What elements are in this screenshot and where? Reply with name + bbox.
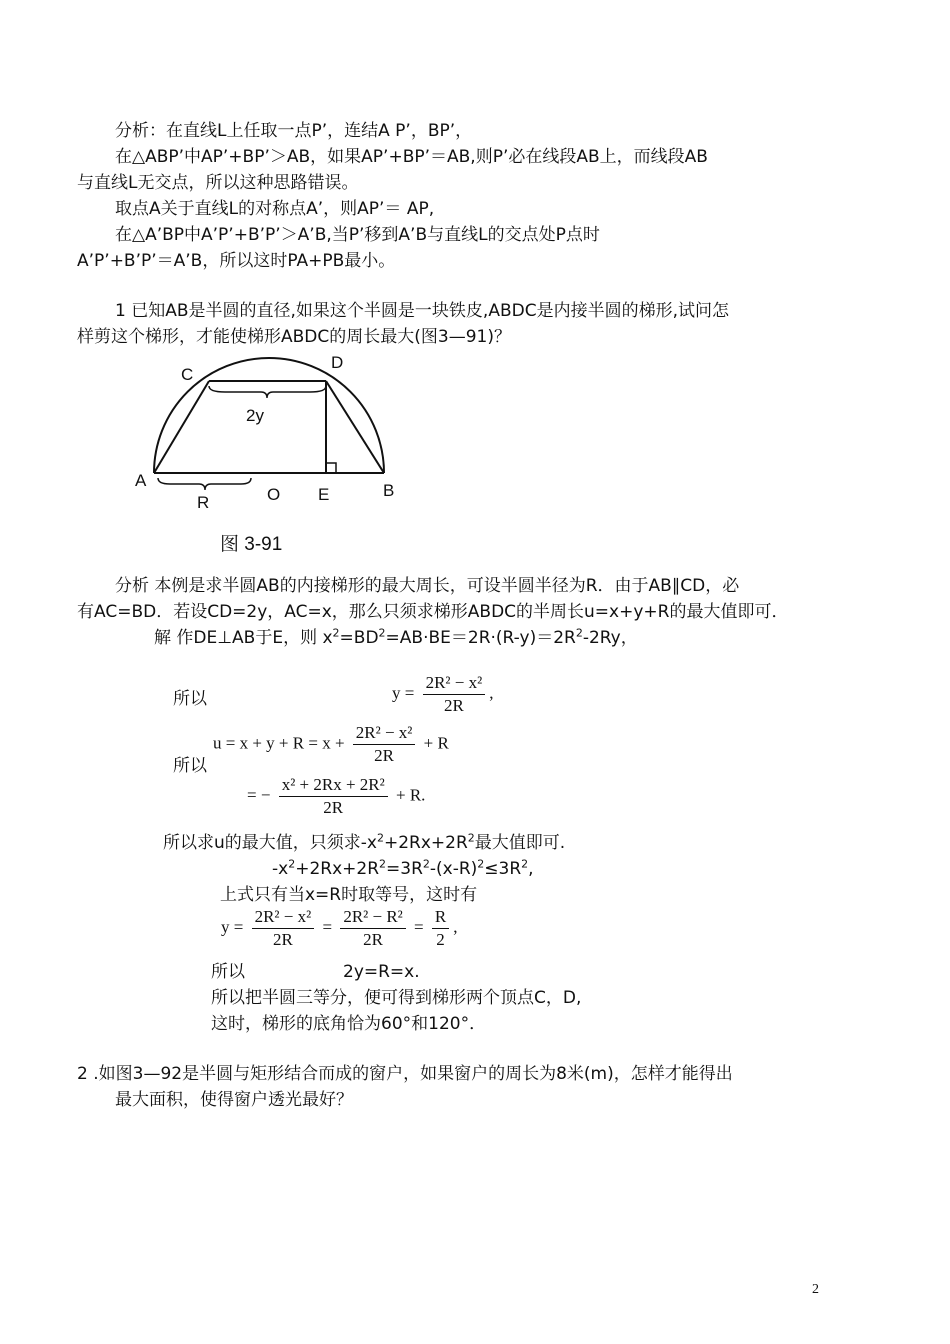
- problem2-line1: 2 .如图3—92是半圆与矩形结合而成的窗户，如果窗户的周长为8米(m)，怎样才能得出: [77, 1064, 733, 1084]
- conclusion-line1: 所以把半圆三等分，便可得到梯形两个顶点C，D,: [211, 988, 582, 1008]
- analysis1-line5: 在△A’BP中A’P’+B’P’＞A’B,当P’移到A’B与直线L的交点处P点时: [115, 225, 600, 245]
- right-angle-mark: [326, 463, 336, 473]
- label-a: A: [135, 471, 147, 490]
- brace-2y: [209, 386, 326, 398]
- fraction-2: $\frac{\text{2R² − x²}}{2R}$: [353, 722, 416, 767]
- fraction-3: $\frac{\text{x² + 2Rx + 2R²}}{2R}$: [279, 774, 388, 819]
- so-label-3: 所以: [211, 962, 245, 982]
- analysis1-line2: 在△ABP’中AP’+BP’＞AB，如果AP’+BP’＝AB,则P’必在线段AB上，而线段AB: [115, 147, 708, 167]
- fraction-1: $\frac{\text{2R² − x²}}{2R}$: [423, 672, 486, 717]
- brace-r: [158, 478, 251, 490]
- fraction-5: $\frac{\text{2R² − R²}}{2R}$: [340, 906, 405, 951]
- solution-line: [154, 627, 638, 649]
- sup-2a: 2: [332, 626, 340, 640]
- y-equation: y = $\frac{\text{2R² − x²}}{2R}$ ,: [392, 673, 494, 715]
- equal-case-line: 上式只有当x=R时取等号，这时有: [220, 885, 478, 905]
- analysis2-line1: 分析 本例是求半圆AB的内接梯形的最大周长，可设半圆半径为R．由于AB∥CD，必: [115, 576, 740, 596]
- conclusion-line2: 这时，梯形的底角恰为60°和120°．: [211, 1014, 487, 1034]
- figure-caption: 图 3-91: [220, 534, 283, 555]
- analysis1-line4: 取点A关于直线L的对称点A’，则AP’＝ AP,: [115, 199, 435, 219]
- analysis1-line6: A’P’+B’P’＝A’B，所以这时PA+PB最小。: [77, 251, 396, 271]
- problem1-line1: 1 已知AB是半圆的直径,如果这个半圆是一块铁皮,ABDC是内接半圆的梯形,试问怎: [115, 301, 729, 321]
- label-c: C: [181, 365, 194, 384]
- inequality-line: $-x^2+2Rx+2R^2=3R^2-(x-R)^2\le 3R^2$,: [272, 857, 534, 879]
- page-number: 2: [812, 1282, 819, 1297]
- fraction-4: $\frac{\text{2R² − x²}}{2R}$: [252, 906, 315, 951]
- analysis1-line1: 分析：在直线L上任取一点P’，连结A P’，BP’，: [115, 121, 473, 141]
- u-eq-text: u = x + y + R = x +: [213, 733, 345, 753]
- semicircle-trapezoid-figure: [125, 348, 415, 563]
- label-b: B: [383, 481, 395, 500]
- y-eq-text: y =: [392, 683, 415, 703]
- solution-text-a: 解 作DE⊥AB于E，则 x: [154, 628, 333, 648]
- so-label-2: 所以: [173, 756, 207, 776]
- analysis1-line3: 与直线L无交点，所以这种思路错误。: [77, 173, 359, 193]
- analysis2-line2: 有AC=BD．若设CD=2y，AC=x，那么只须求梯形ABDC的半周长u=x+y+R的最大值即可．: [77, 602, 789, 622]
- fraction-6: $\frac{R}{2}$: [432, 906, 449, 951]
- problem1-line2: 样剪这个梯形，才能使梯形ABDC的周长最大(图3—91)？: [77, 327, 511, 347]
- label-e: E: [318, 485, 330, 504]
- label-o: O: [267, 485, 281, 504]
- so-label-1: 所以: [173, 689, 207, 709]
- sup-2b: 2: [378, 626, 386, 640]
- result-line: 2y=R=x.: [343, 962, 420, 982]
- solution-text-c: =AB·BE＝2R·(R-y)＝2R: [385, 628, 576, 648]
- chord-ac: [154, 381, 209, 473]
- problem2-line2: 最大面积，使得窗户透光最好？: [115, 1090, 353, 1110]
- sup-2c: 2: [575, 626, 583, 640]
- solution-text-b: =BD: [339, 628, 379, 648]
- label-r: R: [197, 493, 210, 512]
- neg-equation: = − $\frac{\text{x² + 2Rx + 2R²}}{2R}$ + R.: [247, 775, 426, 817]
- y-equation-2: y = $\frac{\text{2R² − x²}}{2R}$ = $\frac{\text{2R² − R²}}{2R}$ = $\frac{R}{2}$ ,: [221, 907, 458, 949]
- u-equation: u = x + y + R = x + $\frac{\text{2R² − x²}}{2R}$ + R: [213, 723, 449, 765]
- label-d: D: [331, 353, 344, 372]
- label-2y: 2y: [246, 406, 264, 425]
- solution-text-d: -2Ry，: [582, 628, 638, 648]
- max-line: 所以求u的最大值，只须求$-x^2+2Rx+2R^2$最大值即可.: [163, 831, 566, 853]
